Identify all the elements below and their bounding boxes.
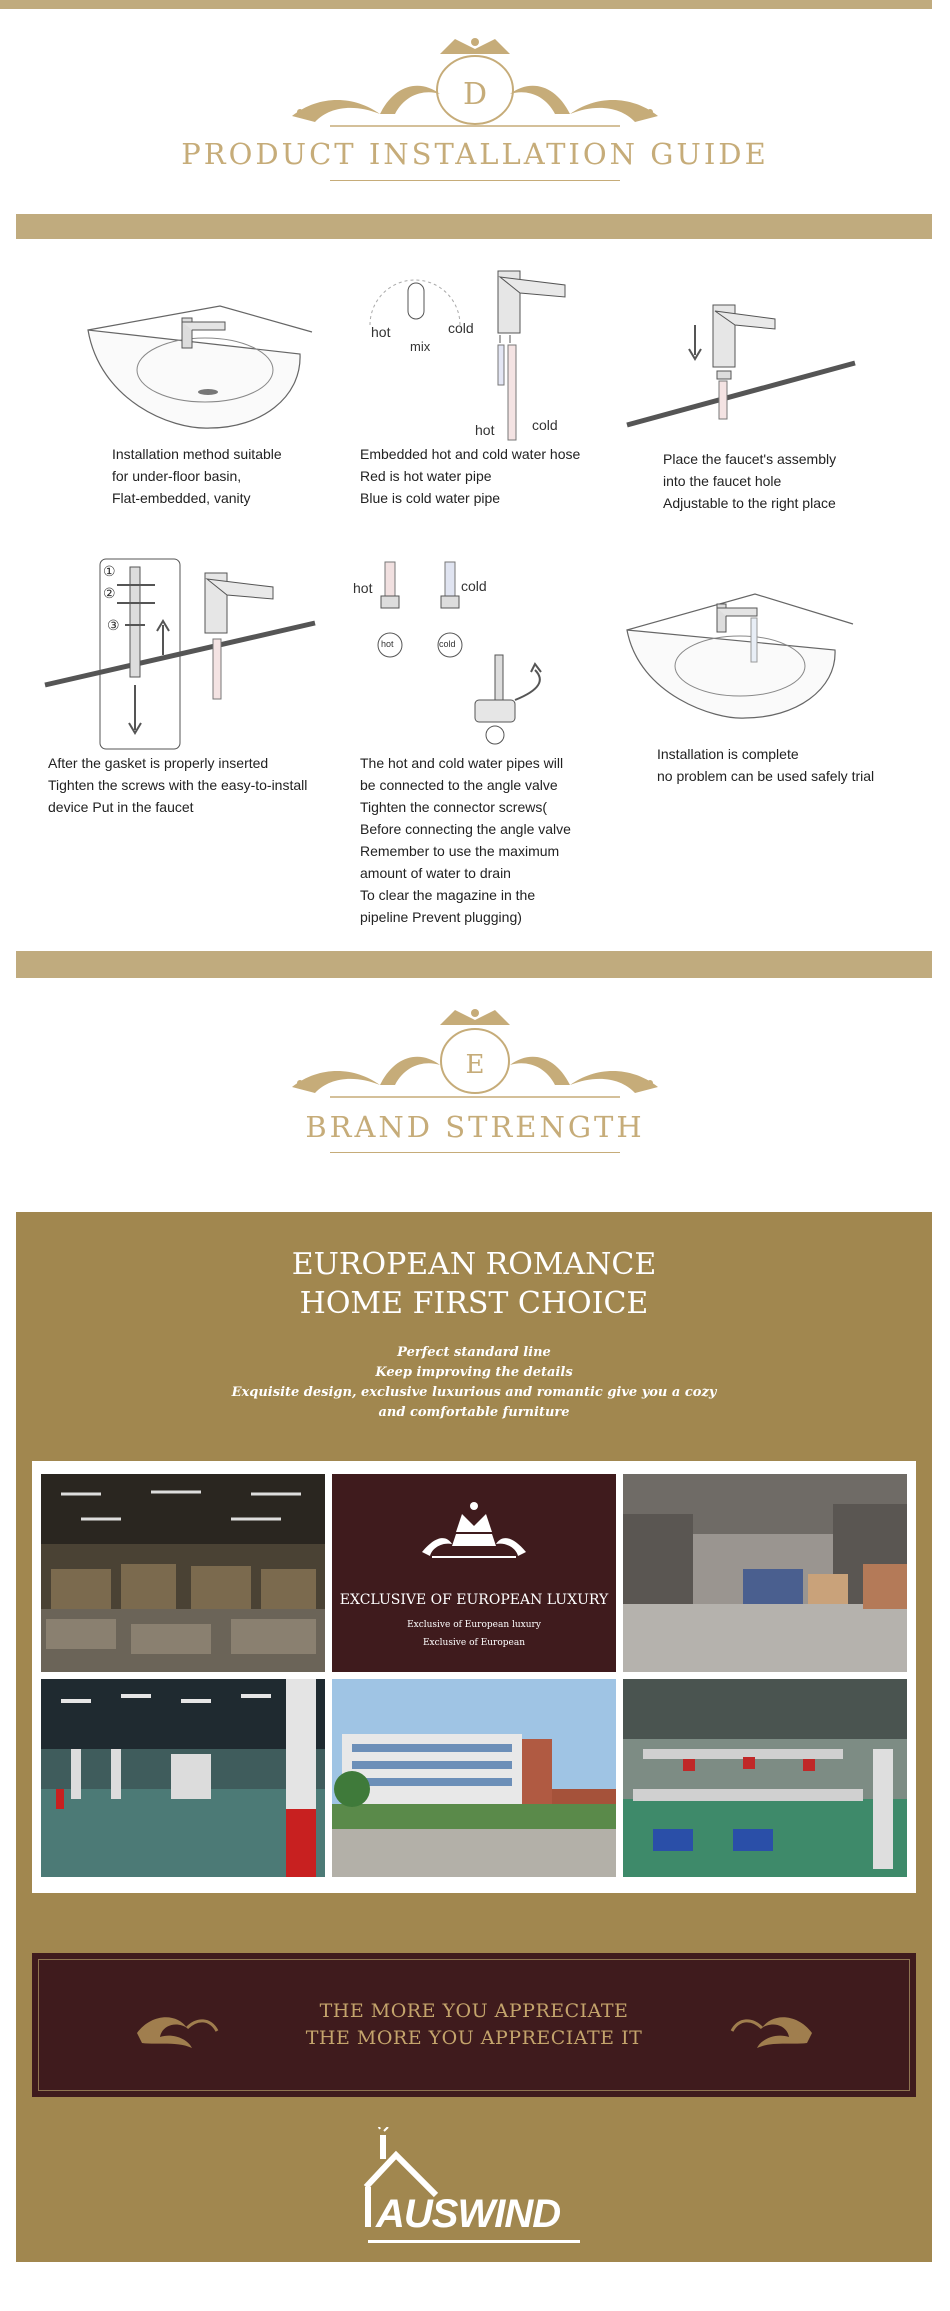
step-6 (625, 590, 905, 810)
brand-panel (16, 1212, 932, 2262)
step-2 (360, 265, 620, 515)
top-band (0, 0, 932, 9)
step-2-text: Embedded hot and cold water hose Red is hot water pipe Blue is cold water pipe (360, 446, 581, 506)
label-hot-2: hot (475, 422, 495, 438)
hot-cold-hose-illustration (360, 265, 620, 445)
step-6-text: Installation is complete no problem can be used safely trial (657, 746, 875, 784)
photo-pipe-storage (623, 1474, 907, 1672)
section-letter-d: D (462, 77, 488, 112)
tagline-1: Perfect standard line (397, 1345, 551, 1360)
lux-sub-2: Exclusive of European (422, 1638, 526, 1648)
exclusive-luxury-card (332, 1474, 616, 1672)
photo-grid (32, 1461, 916, 1893)
faucet-placement-illustration (625, 295, 865, 445)
photo-warehouse (41, 1474, 325, 1672)
photo-assembly-floor (41, 1679, 325, 1877)
step-4 (45, 555, 345, 825)
label-num-3: ③ (107, 617, 120, 633)
tagline-4: and comfortable furniture (378, 1405, 570, 1420)
section-letter-e: E (465, 1050, 485, 1080)
label-num-1: ① (103, 563, 116, 579)
step-3 (625, 295, 865, 515)
step-1 (80, 290, 320, 506)
step-1-text: Installation method suitable for under-floor basin, Flat-embedded, vanity (112, 446, 282, 506)
label-cold: cold (448, 320, 474, 336)
completed-basin-illustration (625, 590, 855, 730)
section-band (16, 214, 932, 239)
step-4-text: After the gasket is properly inserted Tighten the screws with the easy-to-install device Put in the faucet (48, 755, 308, 815)
step-3-text: Place the faucet's assembly into the faucet hole Adjustable to the right place (663, 451, 837, 511)
banner-line-2: THE MORE YOU APPRECIATE IT (305, 2027, 643, 2049)
title-underline (330, 180, 620, 181)
label-num-2: ② (103, 585, 116, 601)
crest-ornament (0, 34, 950, 144)
crown-icon (332, 1474, 616, 1584)
crest-ornament-brand (0, 1005, 950, 1115)
label-hot-3: hot (353, 580, 373, 596)
headline-2: HOME FIRST CHOICE (299, 1286, 649, 1321)
label-mix: mix (410, 339, 431, 354)
photo-factory-building (332, 1679, 616, 1877)
label-cold-3: cold (461, 578, 487, 594)
tagline-3: Exquisite design, exclusive luxurious and romantic give you a cozy (231, 1385, 717, 1400)
install-guide-title: PRODUCT INSTALLATION GUIDE (181, 137, 769, 171)
banner-line-1: THE MORE YOU APPRECIATE (319, 2000, 629, 2022)
logo-underline (368, 2240, 580, 2243)
lux-sub-1: Exclusive of European luxury (407, 1620, 541, 1630)
step-5 (353, 560, 615, 925)
label-hot: hot (371, 324, 391, 340)
headline-1: EUROPEAN ROMANCE (291, 1247, 657, 1282)
badge-hot: hot (381, 639, 394, 649)
brand-title-underline (330, 1152, 620, 1153)
basin-illustration (80, 290, 320, 440)
gasket-screw-illustration (45, 555, 335, 755)
tagline-2: Keep improving the details (375, 1365, 573, 1380)
label-cold-2: cold (532, 417, 558, 433)
brand-strength-title: BRAND STRENGTH (305, 1110, 645, 1144)
step-5-text: The hot and cold water pipes will be connected to the angle valve Tighten the connector screws( Before connecting the angle valve Remember to use the maximum amount of water to drain To clear the magazine in the pipeline Prevent plugging) (360, 755, 571, 925)
photo-production-line (623, 1679, 907, 1877)
lux-title: EXCLUSIVE OF EUROPEAN LUXURY (339, 1592, 609, 1608)
badge-cold: cold (439, 639, 456, 649)
appreciate-banner (32, 1953, 916, 2097)
section-band-2 (16, 951, 932, 978)
brand-logo: AUSWIND (376, 2192, 561, 2236)
